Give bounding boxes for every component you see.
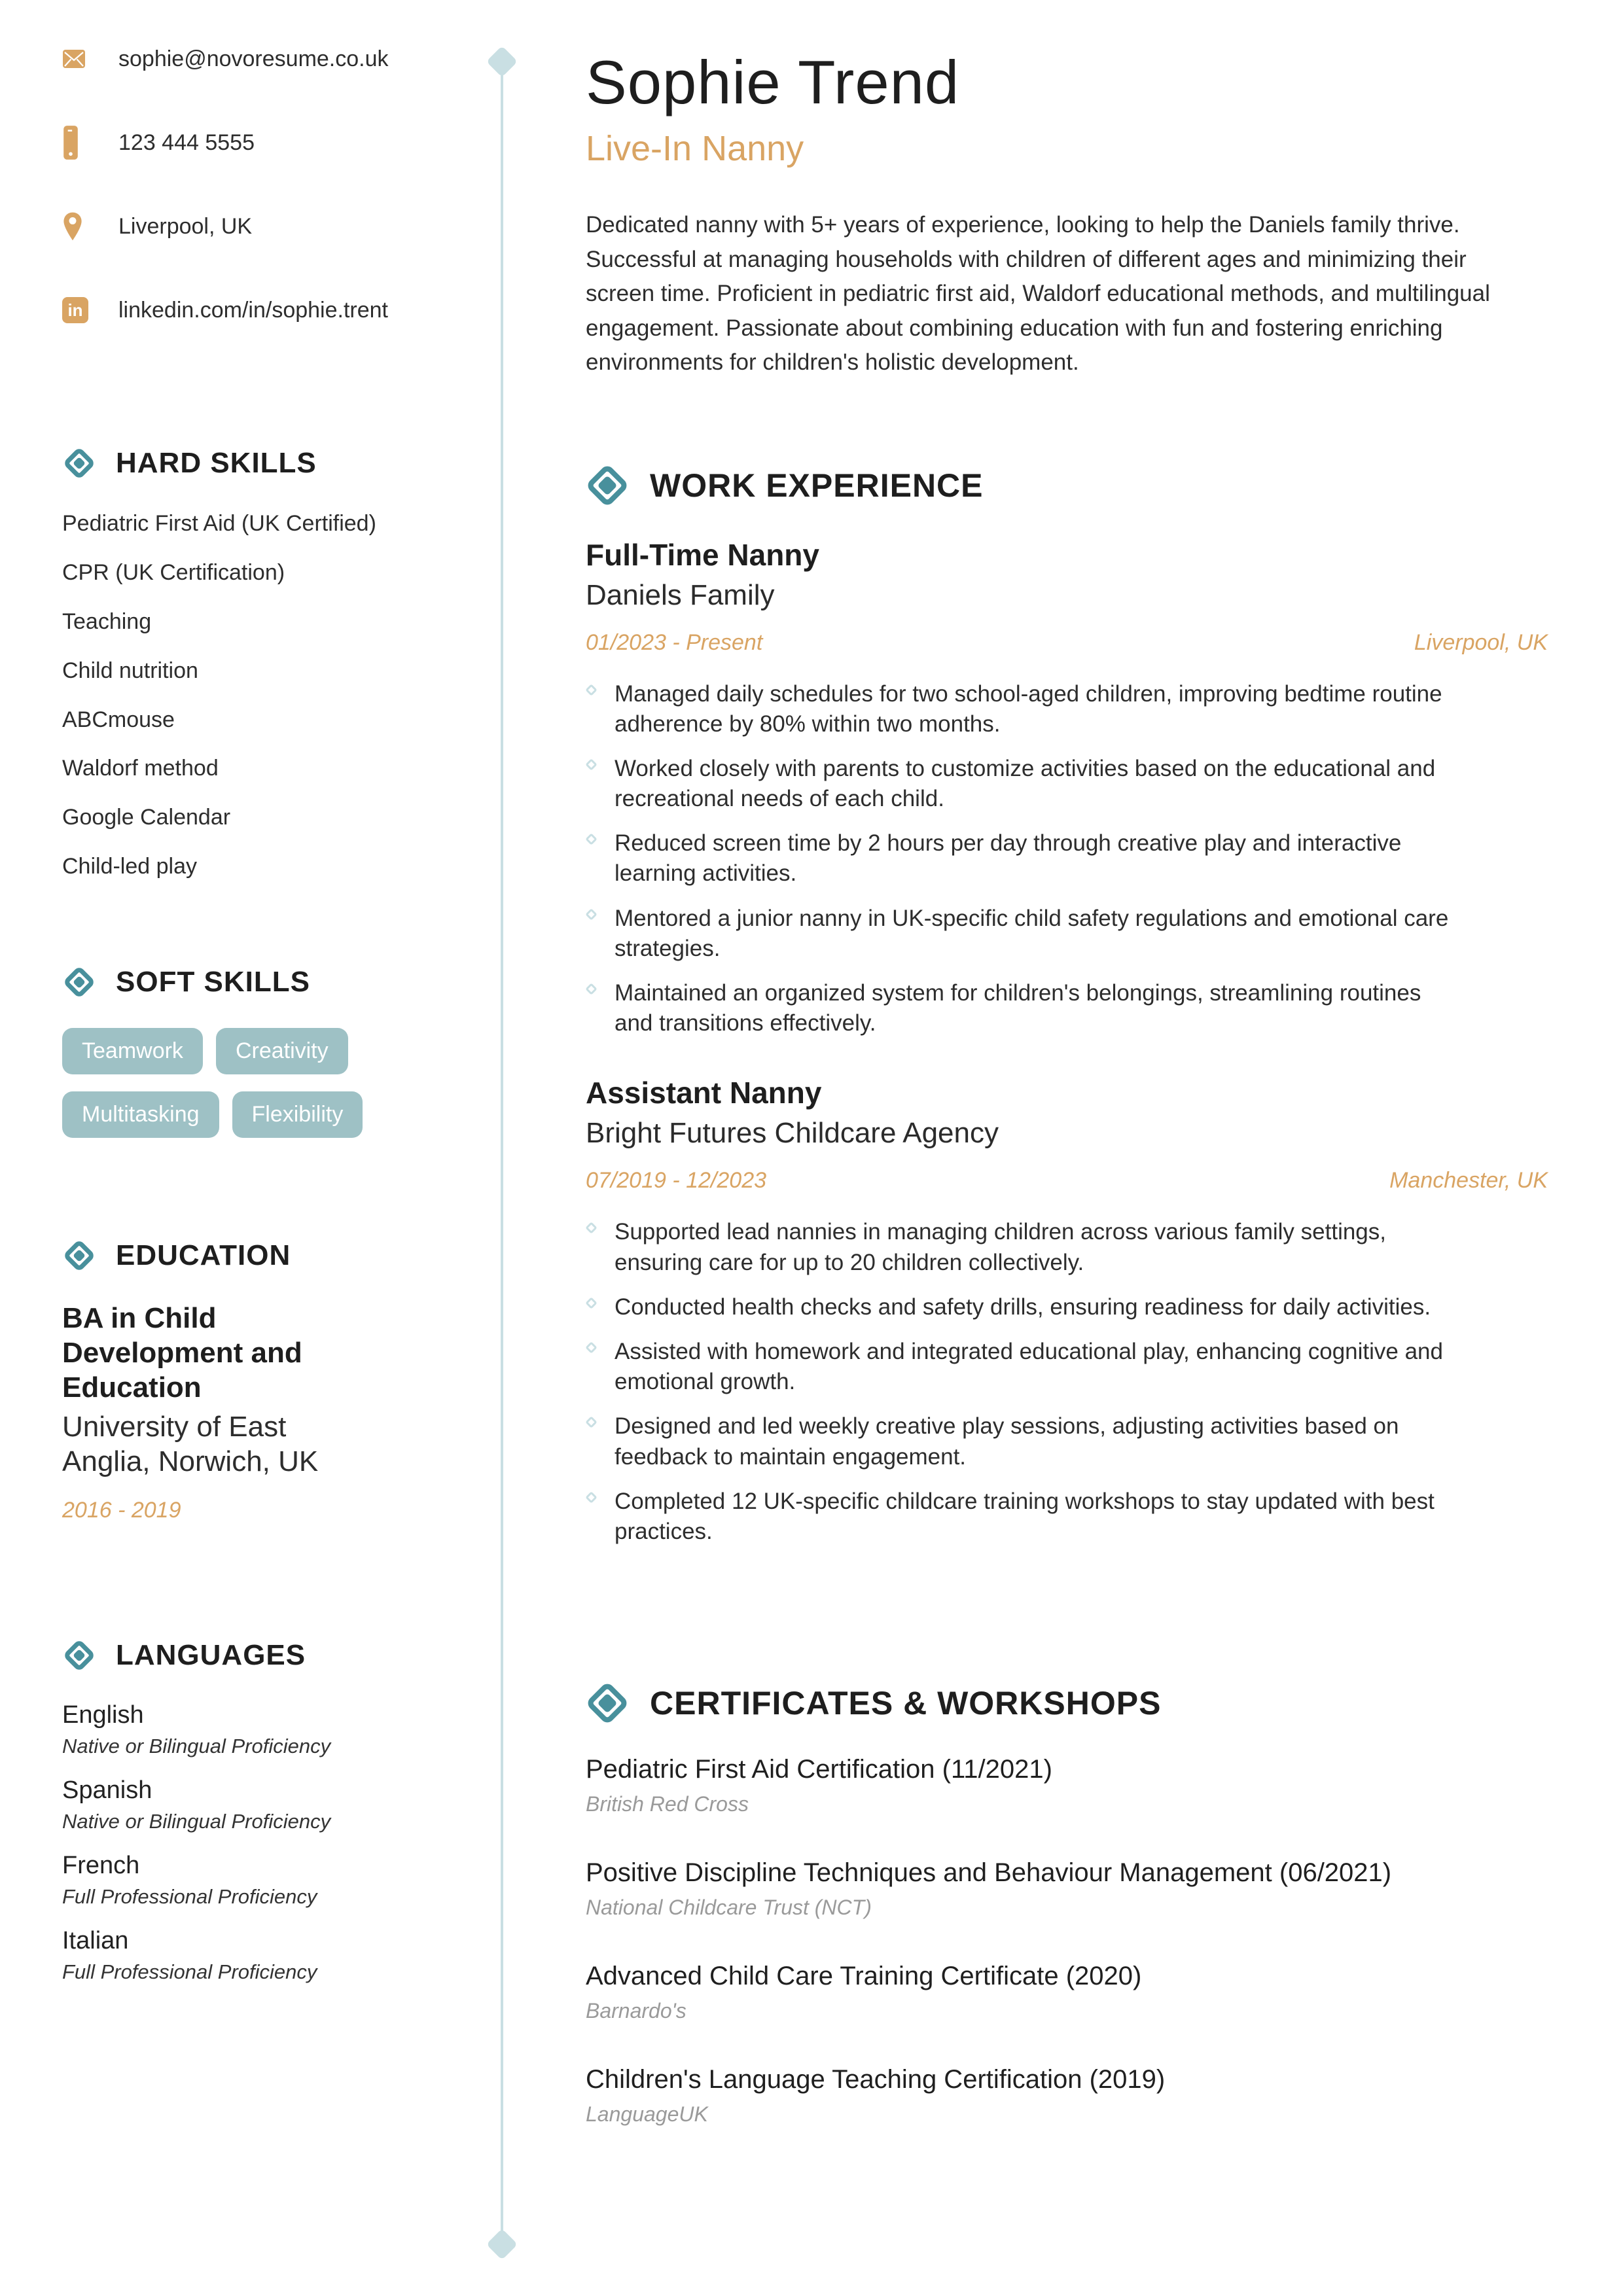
email-icon	[62, 47, 104, 71]
language-item	[62, 1852, 455, 1909]
contact-row-linkedin	[62, 289, 455, 331]
language-item	[62, 1776, 455, 1833]
certificate-name: Advanced Child Care Training Certificate (2020)	[586, 1962, 1142, 1991]
certificate-name: Children's Language Teaching Certification (2019)	[586, 2065, 1166, 2094]
section-hard-skills	[62, 446, 455, 881]
job-meta	[586, 1168, 1548, 1193]
certificates-title: CERTIFICATES & WORKSHOPS	[650, 1685, 1162, 1722]
soft-skills-tags	[62, 1028, 448, 1155]
languages-header	[62, 1638, 455, 1672]
person-name: Sophie Trend	[586, 48, 960, 116]
hard-skill-item: Google Calendar	[62, 805, 231, 830]
diamond-section-icon	[62, 965, 96, 999]
job-dates: 01/2023 - Present	[586, 629, 763, 655]
language-name: Spanish	[62, 1776, 152, 1804]
education-school: University of East Anglia, Norwich, UK	[62, 1411, 319, 1478]
job-meta	[586, 630, 1548, 656]
resume-header	[586, 47, 1554, 380]
person-title: Live-In Nanny	[586, 129, 804, 168]
education-dates: 2016 - 2019	[62, 1497, 181, 1523]
certificate-item	[586, 1858, 1554, 1920]
education-degree: BA in Child Development and Education	[62, 1302, 302, 1404]
section-education	[62, 1239, 455, 1523]
job-bullet: Completed 12 UK-specific childcare training workshops to stay updated with best practices.	[586, 1487, 1456, 1547]
soft-skills-header	[62, 965, 455, 999]
bullet-diamond-icon	[585, 1222, 597, 1234]
job-location: Manchester, UK	[1389, 1168, 1548, 1193]
bullet-diamond-icon	[585, 1297, 597, 1309]
bullet-diamond-icon	[585, 834, 597, 845]
certificate-name: Pediatric First Aid Certification (11/2021)	[586, 1755, 1052, 1784]
soft-skill-tag: Teamwork	[62, 1028, 203, 1074]
diamond-section-icon	[62, 446, 96, 480]
diamond-section-icon	[586, 464, 629, 507]
sidebar	[62, 38, 455, 2002]
section-soft-skills	[62, 965, 455, 1155]
hard-skills-header	[62, 446, 455, 480]
languages-title: LANGUAGES	[116, 1638, 306, 1671]
language-level: Full Professional Proficiency	[62, 1884, 317, 1908]
contact-row-phone	[62, 122, 455, 164]
bullet-diamond-icon	[585, 684, 597, 696]
linkedin-glyph: in	[62, 297, 88, 323]
job-bullets	[586, 1217, 1554, 1547]
hard-skills-list	[62, 509, 455, 881]
language-level: Full Professional Proficiency	[62, 1960, 317, 1983]
certificate-item	[586, 1962, 1554, 2023]
work-experience-title: WORK EXPERIENCE	[650, 467, 984, 504]
work-experience-header	[586, 464, 1554, 507]
bullet-diamond-icon	[585, 908, 597, 920]
job-bullet: Designed and led weekly creative play sessions, adjusting activities based on feedback to maintain engagement.	[586, 1411, 1456, 1472]
job-title: Assistant Nanny	[586, 1076, 822, 1110]
hard-skill-item: ABCmouse	[62, 707, 175, 732]
hard-skill-item: Waldorf method	[62, 756, 219, 781]
diamond-section-icon	[62, 1239, 96, 1273]
certificate-issuer: British Red Cross	[586, 1792, 749, 1816]
education-header	[62, 1239, 455, 1273]
job-entry	[586, 1075, 1554, 1547]
language-item	[62, 1701, 455, 1758]
job-dates: 07/2019 - 12/2023	[586, 1168, 767, 1193]
contact-row-location	[62, 205, 455, 247]
education-title: EDUCATION	[116, 1239, 291, 1271]
job-bullet: Supported lead nannies in managing children across various family settings, ensuring care for up to 20 children collectively.	[586, 1217, 1456, 1277]
job-bullet: Worked closely with parents to customize activities based on the educational and recreational needs of each child.	[586, 754, 1456, 814]
column-divider	[501, 60, 503, 2246]
contact-row-email	[62, 38, 455, 80]
diamond-section-icon	[586, 1682, 629, 1725]
soft-skill-tag: Flexibility	[232, 1091, 363, 1138]
bullet-diamond-icon	[585, 1491, 597, 1503]
language-name: French	[62, 1851, 140, 1879]
phone-icon	[62, 125, 104, 160]
job-company: Bright Futures Childcare Agency	[586, 1117, 999, 1150]
language-name: English	[62, 1701, 144, 1729]
certificate-issuer: Barnardo's	[586, 1999, 687, 2023]
job-entry	[586, 537, 1554, 1039]
certificate-item	[586, 2065, 1554, 2127]
job-company: Daniels Family	[586, 578, 775, 611]
hard-skills-title: HARD SKILLS	[116, 447, 317, 479]
summary-paragraph: Dedicated nanny with 5+ years of experience, looking to help the Daniels family thrive. Successful at managing households with children of different ages and minimizing their screen time. Proficient in pediatric first aid, Waldorf educational methods, and multilingual engagement. Passionate about combining education with fun and fostering enriching environments for children's holistic development.	[586, 212, 1490, 375]
job-bullet: Assisted with homework and integrated educational play, enhancing cognitive and emotional growth.	[586, 1337, 1456, 1397]
job-bullet: Managed daily schedules for two school-aged children, improving bedtime routine adherence by 80% within two months.	[586, 679, 1456, 739]
hard-skill-item: Child nutrition	[62, 658, 198, 683]
section-languages	[62, 1638, 455, 1984]
bullet-diamond-icon	[585, 758, 597, 770]
contact-linkedin: linkedin.com/in/sophie.trent	[118, 297, 389, 323]
job-bullets	[586, 679, 1554, 1039]
hard-skill-item: Child-led play	[62, 854, 197, 879]
job-location: Liverpool, UK	[1414, 629, 1548, 655]
divider-diamond-bottom-icon	[486, 2229, 518, 2260]
section-certificates	[586, 1682, 1554, 2127]
linkedin-icon	[62, 297, 104, 323]
language-level: Native or Bilingual Proficiency	[62, 1734, 331, 1757]
divider-diamond-top-icon	[486, 46, 518, 77]
job-bullet: Conducted health checks and safety drills, ensuring readiness for daily activities.	[586, 1292, 1456, 1322]
hard-skill-item: Teaching	[62, 609, 152, 634]
certificate-issuer: National Childcare Trust (NCT)	[586, 1896, 872, 1920]
soft-skills-title: SOFT SKILLS	[116, 966, 310, 998]
contact-phone: 123 444 5555	[118, 130, 255, 155]
contact-block	[62, 38, 455, 331]
bullet-diamond-icon	[585, 983, 597, 995]
main-column	[586, 38, 1554, 2168]
diamond-section-icon	[62, 1638, 96, 1672]
section-work-experience	[586, 464, 1554, 1547]
certificates-header	[586, 1682, 1554, 1725]
certificate-item	[586, 1755, 1554, 1816]
contact-email: sophie@novoresume.co.uk	[118, 46, 389, 71]
language-item	[62, 1927, 455, 1984]
soft-skill-tag: Creativity	[216, 1028, 348, 1074]
job-bullet: Maintained an organized system for children's belongings, streamlining routines and transitions effectively.	[586, 978, 1456, 1038]
job-bullet: Reduced screen time by 2 hours per day through creative play and interactive learning activities.	[586, 828, 1456, 889]
certificate-issuer: LanguageUK	[586, 2102, 708, 2127]
bullet-diamond-icon	[585, 1341, 597, 1353]
hard-skill-item: Pediatric First Aid (UK Certified)	[62, 511, 376, 536]
job-title: Full-Time Nanny	[586, 537, 819, 572]
soft-skill-tag: Multitasking	[62, 1091, 219, 1138]
location-pin-icon	[62, 211, 104, 241]
contact-location: Liverpool, UK	[118, 213, 253, 239]
bullet-diamond-icon	[585, 1417, 597, 1428]
certificate-name: Positive Discipline Techniques and Behaviour Management (06/2021)	[586, 1858, 1392, 1888]
language-level: Native or Bilingual Proficiency	[62, 1809, 331, 1833]
language-name: Italian	[62, 1926, 129, 1954]
hard-skill-item: CPR (UK Certification)	[62, 559, 285, 585]
job-bullet: Mentored a junior nanny in UK-specific child safety regulations and emotional care strategies.	[586, 904, 1456, 964]
